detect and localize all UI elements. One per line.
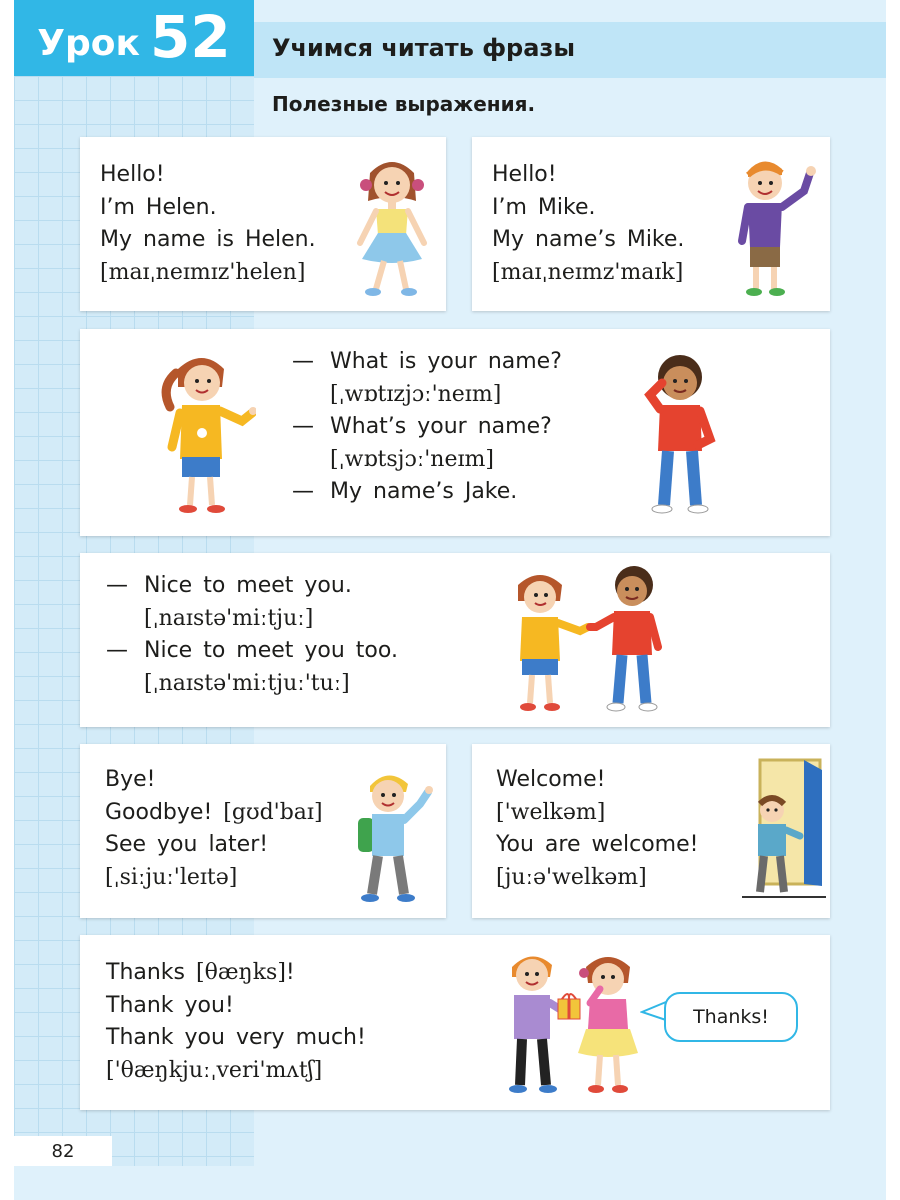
transcription: [ˌnaɪstə'miːtjuː] — [144, 605, 314, 631]
card-mike-text — [492, 159, 684, 289]
card-bye-text — [105, 764, 323, 894]
boy-waving-illustration — [730, 151, 820, 301]
girl-in-dress-illustration — [352, 151, 432, 301]
transcription: [maɪˌneɪmz'maɪk] — [492, 259, 684, 285]
dialog-dash: — — [292, 479, 314, 504]
transcription: [θæŋks] — [196, 960, 286, 985]
transcription: [gʊd'baɪ] — [223, 799, 323, 825]
text-line: Thank you! — [106, 992, 234, 1018]
text-line: What’s your name? — [330, 414, 552, 439]
boy-thinking-illustration — [636, 343, 726, 523]
transcription: [juːə'welkəm] — [496, 864, 647, 890]
page-number: 82 — [14, 1136, 112, 1166]
card-mike — [472, 137, 830, 311]
text-line: What is your name? — [330, 349, 562, 374]
card-meet — [80, 553, 830, 727]
page-title: Учимся читать фразы — [272, 34, 576, 62]
transcription: [ˌsiːjuː'leɪtə] — [105, 864, 238, 890]
girl-pointing-illustration — [156, 343, 256, 523]
text-line: My name is Helen. — [100, 227, 316, 252]
text-line: ! — [285, 960, 295, 985]
lesson-badge — [14, 0, 254, 76]
lesson-number: 52 — [149, 3, 231, 71]
boy-at-open-door-illustration — [742, 756, 826, 906]
text-line: Hello! — [100, 162, 165, 187]
schoolboy-with-backpack-illustration — [356, 764, 436, 910]
text-line: My name’s Mike. — [492, 227, 685, 252]
dialog-dash: — — [292, 414, 314, 439]
card-helen-text — [100, 159, 316, 289]
transcription: ['welkəm] — [496, 799, 606, 825]
card-name-dialog — [80, 329, 830, 536]
dialog-dash: — — [292, 349, 314, 374]
card-name-dialog-text — [292, 346, 562, 509]
speech-bubble-thanks: Thanks! — [664, 992, 798, 1042]
card-helen — [80, 137, 446, 311]
section-subtitle: Полезные выражения. — [272, 92, 536, 116]
children-shaking-hands-illustration — [504, 561, 674, 721]
children-with-gift-illustration — [500, 943, 650, 1103]
lesson-word: Урок — [37, 23, 140, 64]
card-thanks-text — [106, 957, 366, 1087]
text-line: Hello! — [492, 162, 557, 187]
text-line: My name’s Jake. — [330, 479, 518, 504]
dialog-dash: — — [106, 573, 128, 598]
text-line: Thank you very much! — [106, 1025, 366, 1050]
text-line: Nice to meet you. — [144, 573, 352, 598]
transcription: ['θæŋkjuːˌveri'mʌtʃ] — [106, 1057, 323, 1083]
text-line: I’m Mike. — [492, 194, 596, 220]
text-line: Thanks — [106, 960, 186, 985]
card-welcome-text — [496, 764, 698, 894]
card-bye — [80, 744, 446, 918]
card-welcome — [472, 744, 830, 918]
transcription: [ˌwɒtsjɔː'neɪm] — [330, 446, 494, 472]
text-line: See you later! — [105, 832, 269, 857]
text-line: Nice to meet you too. — [144, 638, 398, 663]
text-line: I’m Helen. — [100, 194, 217, 220]
dialog-dash: — — [106, 638, 128, 663]
transcription: [ˌwɒtɪzjɔː'neɪm] — [330, 381, 502, 407]
text-line: You are welcome! — [496, 832, 699, 857]
text-line: Welcome! — [496, 767, 606, 792]
card-meet-text — [106, 570, 398, 700]
text-line: Goodbye! — [105, 799, 213, 825]
text-line: Bye! — [105, 767, 156, 792]
transcription: [ˌnaɪstə'miːtjuː'tuː] — [144, 670, 350, 696]
transcription: [maɪˌneɪmɪz'helen] — [100, 259, 306, 285]
